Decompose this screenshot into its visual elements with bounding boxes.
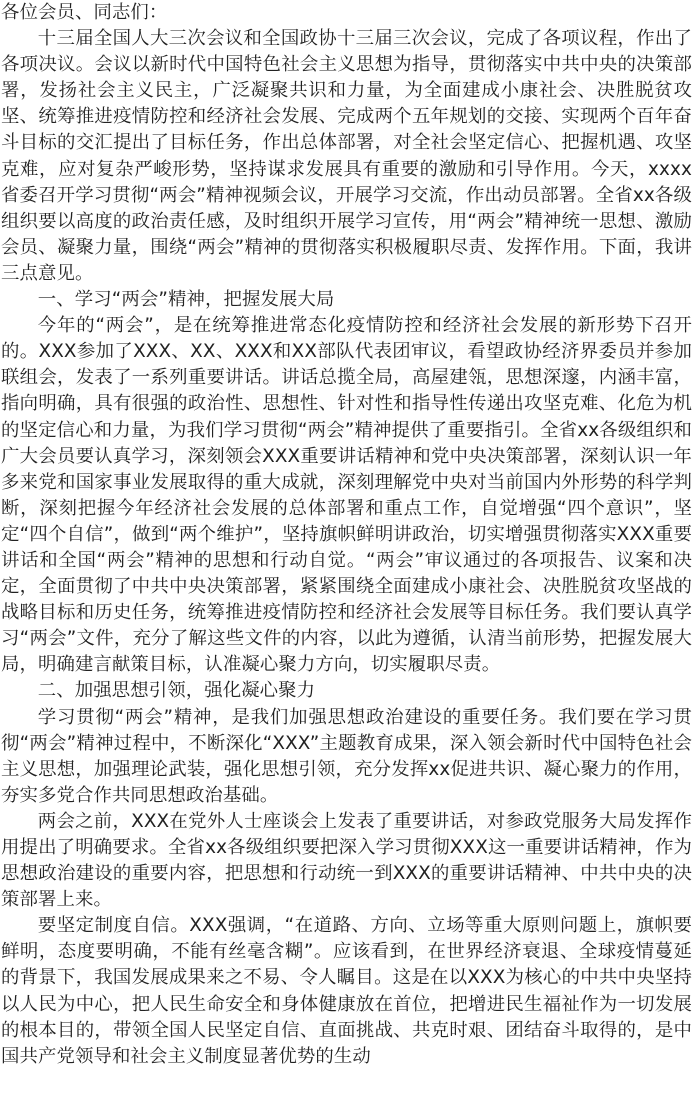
section-2-paragraph-1: 学习贯彻“两会”精神，是我们加强思想政治建设的重要任务。我们要在学习贯彻“两会”精神过程中，不断深化“XXX”主题教育成果，深入领会新时代中国特色社会主义思想，加强理论武装，强化思想引领，充分发挥xx促进共识、凝心聚力的作用，夯实多党合作共同思想政治基础。 bbox=[1, 706, 692, 806]
salutation: 各位会员、同志们： bbox=[1, 2, 168, 23]
section-1-paragraph: 今年的“两会”，是在统筹推进常态化疫情防控和经济社会发展的新形势下召开的。XXX参加了XXX、XX、XXX和XX部队代表团审议，看望政协经济界委员并参加联组会，发表了一系列重要讲话。讲话总揽全局，高屋建瓴，思想深邃，内涵丰富，指向明确，具有很强的政治性、思想性、针对性和指导性传递出攻坚克难、化危为机的坚定信心和力量，为我们学习贯彻“两会”精神提供了重要指引。全省xx各级组织和广大会员要认真学习，深刻领会XXX重要讲话精神和党中央决策部署，深刻认识一年多来党和国家事业发展取得的重大成就，深刻理解党中央对当前国内外形势的科学判断，深刻把握今年经济社会发展的总体部署和重点工作，自觉增强“四个意识”，坚定“四个自信”，做到“两个维护”，坚持旗帜鲜明讲政治，切实增强贯彻落实XXX重要讲话和全国“两会”精神的思想和行动自觉。“两会”审议通过的各项报告、议案和决定，全面贯彻了中共中央决策部署，紧紧围绕全面建成小康社会、决胜脱贫攻坚战的战略目标和历史任务，统筹推进疫情防控和经济社会发展等目标任务。我们要认真学习“两会”文件，充分了解这些文件的内容，以此为遵循，认清当前形势，把握发展大局，明确建言献策目标，认准凝心聚力方向，切实履职尽责。 bbox=[1, 315, 692, 676]
section-2-paragraph-2: 两会之前，XXX在党外人士座谈会上发表了重要讲话，对参政党服务大局发挥作用提出了明确要求。全省xx各级组织要把深入学习贯彻XXX这一重要讲话精神，作为思想政治建设的重要内容，把思想和行动统一到XXX的重要讲话精神、中共中央的决策部署上来。 bbox=[1, 810, 692, 911]
section-2-heading: 二、加强思想引领，强化凝心聚力 bbox=[37, 680, 316, 702]
section-1-heading: 一、学习“两会”精神，把握发展大局 bbox=[37, 289, 335, 311]
intro-paragraph: 十三届全国人大三次会议和全国政协十三届三次会议，完成了各项议程，作出了各项决议。会议以新时代中国特色社会主义思想为指导，贯彻落实中共中央的决策部署，发扬社会主义民主，广泛凝聚共识和力量，为全面建成小康社会、决胜脱贫攻坚、统筹推进疫情防控和经济社会发展、完成两个五年规划的交接、实现两个百年奋斗目标的交汇提出了目标任务，作出总体部署，对全社会坚定信心、把握机遇、攻坚克难，应对复杂严峻形势，坚持谋求发展具有重要的激励和引导作用。今天，xxxx省委召开学习贯彻“两会”精神视频会议，开展学习交流，作出动员部署。全省xx各级组织要以高度的政治责任感，及时组织开展学习宣传，用“两会”精神统一思想、激励会员、凝聚力量，围绕“两会”精神的贯彻落实积极履职尽责、发挥作用。下面，我讲三点意见。 bbox=[1, 28, 692, 284]
section-2-paragraph-3: 要坚定制度自信。XXX强调，“在道路、方向、立场等重大原则问题上，旗帜要鲜明，态度要明确，不能有丝毫含糊”。应该看到，在世界经济衰退、全球疫情蔓延的背景下，我国发展成果来之不易、令人瞩目。这是在以XXX为核心的中共中央坚持以人民为中心，把人民生命安全和身体健康放在首位，把增进民生福祉作为一切发展的根本目的，带领全国人民坚定自信、直面挑战、共克时艰、团结奋斗取得的，是中国共产党领导和社会主义制度显著优势的生动 bbox=[1, 915, 692, 1067]
